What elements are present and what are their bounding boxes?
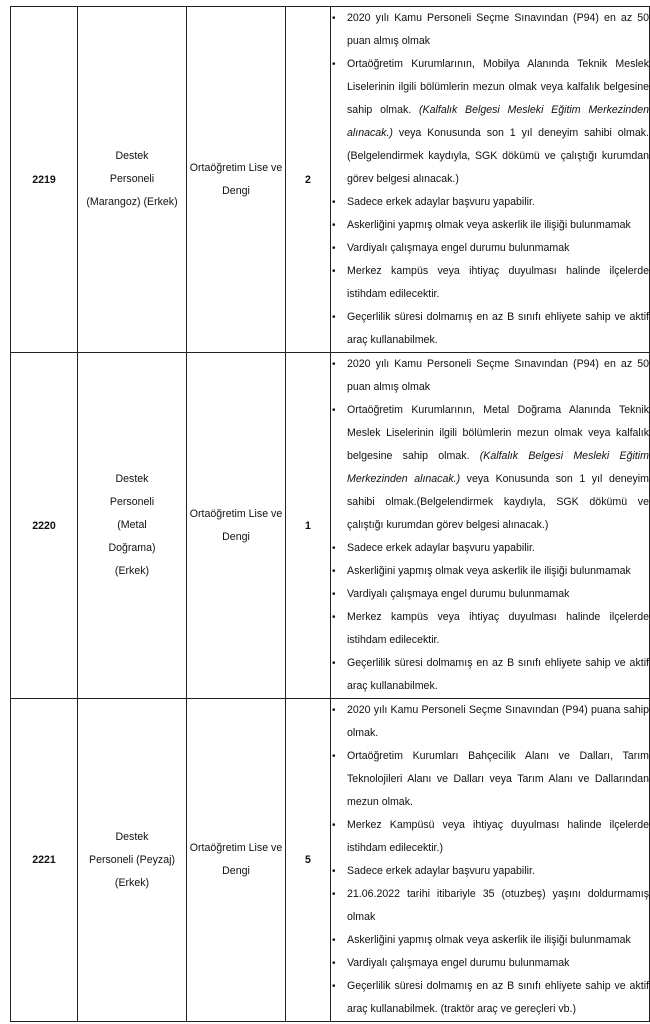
requirement-text: Geçerlilik süresi dolmamış en az B sınıfı ehliyete sahip ve aktif araç kullanabilmek. xyxy=(347,311,649,346)
position-title xyxy=(78,7,187,353)
education-line: Ortaöğretim Lise ve xyxy=(189,842,283,854)
bullet-icon: • xyxy=(332,705,336,716)
requirement-text: 2020 yılı Kamu Personeli Seçme Sınavından (P94) en az 50 puan almış olmak xyxy=(347,358,649,393)
table-row-2220 xyxy=(11,353,650,699)
requirement-item xyxy=(331,399,649,537)
requirement-item xyxy=(331,699,649,745)
position-count: 2 xyxy=(286,7,331,353)
bullet-icon: • xyxy=(332,359,336,370)
table-row-2219 xyxy=(11,7,650,353)
requirement-item xyxy=(331,883,649,929)
requirement-text: Askerliğini yapmış olmak veya askerlik ile ilişiği bulunmamak xyxy=(347,934,631,946)
requirement-text: Vardiyalı çalışmaya engel durumu bulunmamak xyxy=(347,957,570,969)
bullet-icon: • xyxy=(332,13,336,24)
title-line: (Erkek) xyxy=(114,876,150,889)
requirement-item xyxy=(331,814,649,860)
requirement-text-continued: veya Konusunda son 1 yıl deneyim sahibi olmak.(Belgelendirmek kaydıyla, SGK dökümü ve çalıştığı kurumdan görev belgesi alınacak.) xyxy=(347,473,649,531)
requirement-text-continued: veya Konusunda son 1 yıl deneyim sahibi olmak.(Belgelendirmek kaydıyla, SGK dökümü ve çalıştığı kurumdan görev belgesi alınacak.) xyxy=(347,127,649,185)
title-line: Personeli xyxy=(109,496,155,508)
requirement-text: Vardiyalı çalışmaya engel durumu bulunmamak xyxy=(347,588,570,600)
education-level xyxy=(187,353,286,699)
bullet-icon: • xyxy=(332,543,336,554)
education-line: Dengi xyxy=(222,865,250,877)
bullet-icon: • xyxy=(332,589,336,600)
requirement-item xyxy=(331,606,649,652)
bullet-icon: • xyxy=(332,266,336,277)
requirements-list xyxy=(331,699,649,1021)
requirements-list xyxy=(331,7,649,352)
bullet-icon: • xyxy=(332,243,336,254)
bullet-icon: • xyxy=(332,820,336,831)
requirement-text: Merkez Kampüsü veya ihtiyaç duyulması halinde ilçelerde istihdam edilecektir.) xyxy=(347,819,649,854)
position-count: 5 xyxy=(286,699,331,1022)
title-line: (Metal xyxy=(117,519,147,531)
title-line: Personeli xyxy=(109,173,155,185)
title-line: Doğrama) xyxy=(108,542,156,554)
bullet-icon: • xyxy=(332,612,336,623)
requirement-item xyxy=(331,537,649,560)
bullet-icon: • xyxy=(332,566,336,577)
requirement-item xyxy=(331,53,649,191)
bullet-icon: • xyxy=(332,220,336,231)
table-body xyxy=(11,7,650,1022)
education-level xyxy=(187,7,286,353)
bullet-icon: • xyxy=(332,658,336,669)
requirement-italic-note: (Kalfalık Belgesi Mesleki Eğitim Merkezinden alınacak.) xyxy=(347,104,649,139)
job-positions-table xyxy=(10,6,650,1022)
requirement-text: Geçerlilik süresi dolmamış en az B sınıfı ehliyete sahip ve aktif araç kullanabilmek. xyxy=(347,657,649,692)
requirement-text: Ortaöğretim Kurumlarının, Metal Doğrama Alanında Teknik Meslek Liselerinin ilgili bölümlerin mezun olmak veya kalfalık belgesine sahip olmak. xyxy=(347,404,649,462)
requirement-text: Askerliğini yapmış olmak veya askerlik ile ilişiği bulunmamak xyxy=(347,565,631,577)
requirement-text: Sadece erkek adaylar başvuru yapabilir. xyxy=(347,865,535,877)
bullet-icon: • xyxy=(332,405,336,416)
requirement-item xyxy=(331,745,649,814)
position-count: 1 xyxy=(286,353,331,699)
position-code: 2221 xyxy=(11,699,78,1022)
position-code: 2220 xyxy=(11,353,78,699)
bullet-icon: • xyxy=(332,312,336,323)
requirement-item xyxy=(331,306,649,352)
requirement-text: Geçerlilik süresi dolmamış en az B sınıfı ehliyete sahip ve aktif araç kullanabilmek. (traktör araç ve gereçleri vb.) xyxy=(347,980,649,1015)
position-title xyxy=(78,353,187,699)
education-line: Dengi xyxy=(222,184,250,197)
bullet-icon: • xyxy=(332,981,336,992)
bullet-icon: • xyxy=(332,958,336,969)
table-row-2221 xyxy=(11,699,650,1022)
bullet-icon: • xyxy=(332,935,336,946)
requirements-list xyxy=(331,353,649,698)
requirement-text: Vardiyalı çalışmaya engel durumu bulunmamak xyxy=(347,242,570,254)
requirement-italic-note: (Kalfalık Belgesi Mesleki Eğitim Merkezinden alınacak.) xyxy=(347,450,649,485)
requirements-cell xyxy=(331,353,650,699)
requirements-cell xyxy=(331,699,650,1022)
requirement-item xyxy=(331,583,649,606)
title-line: (Marangoz) (Erkek) xyxy=(86,196,178,208)
education-line: Ortaöğretim Lise ve xyxy=(189,507,283,520)
bullet-icon: • xyxy=(332,866,336,877)
requirement-text: Merkez kampüs veya ihtiyaç duyulması halinde ilçelerde istihdam edilecektir. xyxy=(347,611,649,646)
requirement-item xyxy=(331,353,649,399)
title-line: Destek xyxy=(115,473,149,485)
requirement-text: 2020 yılı Kamu Personeli Seçme Sınavından (P94) en az 50 puan almış olmak xyxy=(347,12,649,47)
requirement-text: 21.06.2022 tarihi itibariyle 35 (otuzbeş) yaşını doldurmamış olmak xyxy=(347,888,649,923)
requirement-text: Merkez kampüs veya ihtiyaç duyulması halinde ilçelerde istihdam edilecektir. xyxy=(347,265,649,300)
bullet-icon: • xyxy=(332,751,336,762)
requirement-item xyxy=(331,929,649,952)
requirement-item xyxy=(331,7,649,53)
requirement-text: 2020 yılı Kamu Personeli Seçme Sınavından (P94) puana sahip olmak. xyxy=(347,704,649,739)
bullet-icon: • xyxy=(332,59,336,70)
requirement-item xyxy=(331,260,649,306)
title-line: (Erkek) xyxy=(114,565,150,577)
requirement-item xyxy=(331,952,649,975)
requirement-item xyxy=(331,214,649,237)
education-level xyxy=(187,699,286,1022)
requirement-item xyxy=(331,560,649,583)
requirement-item xyxy=(331,237,649,260)
requirement-text: Ortaöğretim Kurumları Bahçecilik Alanı ve Dalları, Tarım Teknolojileri Alanı ve Dalları veya Tarım Alanı ve Dallarından mezun olmak. xyxy=(347,750,649,808)
title-line: Personeli (Peyzaj) xyxy=(89,853,175,866)
bullet-icon: • xyxy=(332,889,336,900)
requirement-text: Sadece erkek adaylar başvuru yapabilir. xyxy=(347,542,535,554)
requirements-cell xyxy=(331,7,650,353)
requirement-text: Askerliğini yapmış olmak veya askerlik ile ilişiği bulunmamak xyxy=(347,219,631,231)
requirement-item xyxy=(331,860,649,883)
requirement-text: Sadece erkek adaylar başvuru yapabilir. xyxy=(347,196,535,208)
position-code: 2219 xyxy=(11,7,78,353)
requirement-item xyxy=(331,975,649,1021)
title-line: Destek xyxy=(115,150,149,162)
position-title xyxy=(78,699,187,1022)
education-line: Ortaöğretim Lise ve xyxy=(189,161,283,174)
requirement-item xyxy=(331,191,649,214)
requirement-text: Ortaöğretim Kurumlarının, Mobilya Alanında Teknik Meslek Liselerinin ilgili bölümlerin mezun olmak veya kalfalık belgesine sahip olmak. xyxy=(347,58,649,116)
education-line: Dengi xyxy=(222,530,250,543)
bullet-icon: • xyxy=(332,197,336,208)
requirement-item xyxy=(331,652,649,698)
title-line: Destek xyxy=(115,830,149,843)
